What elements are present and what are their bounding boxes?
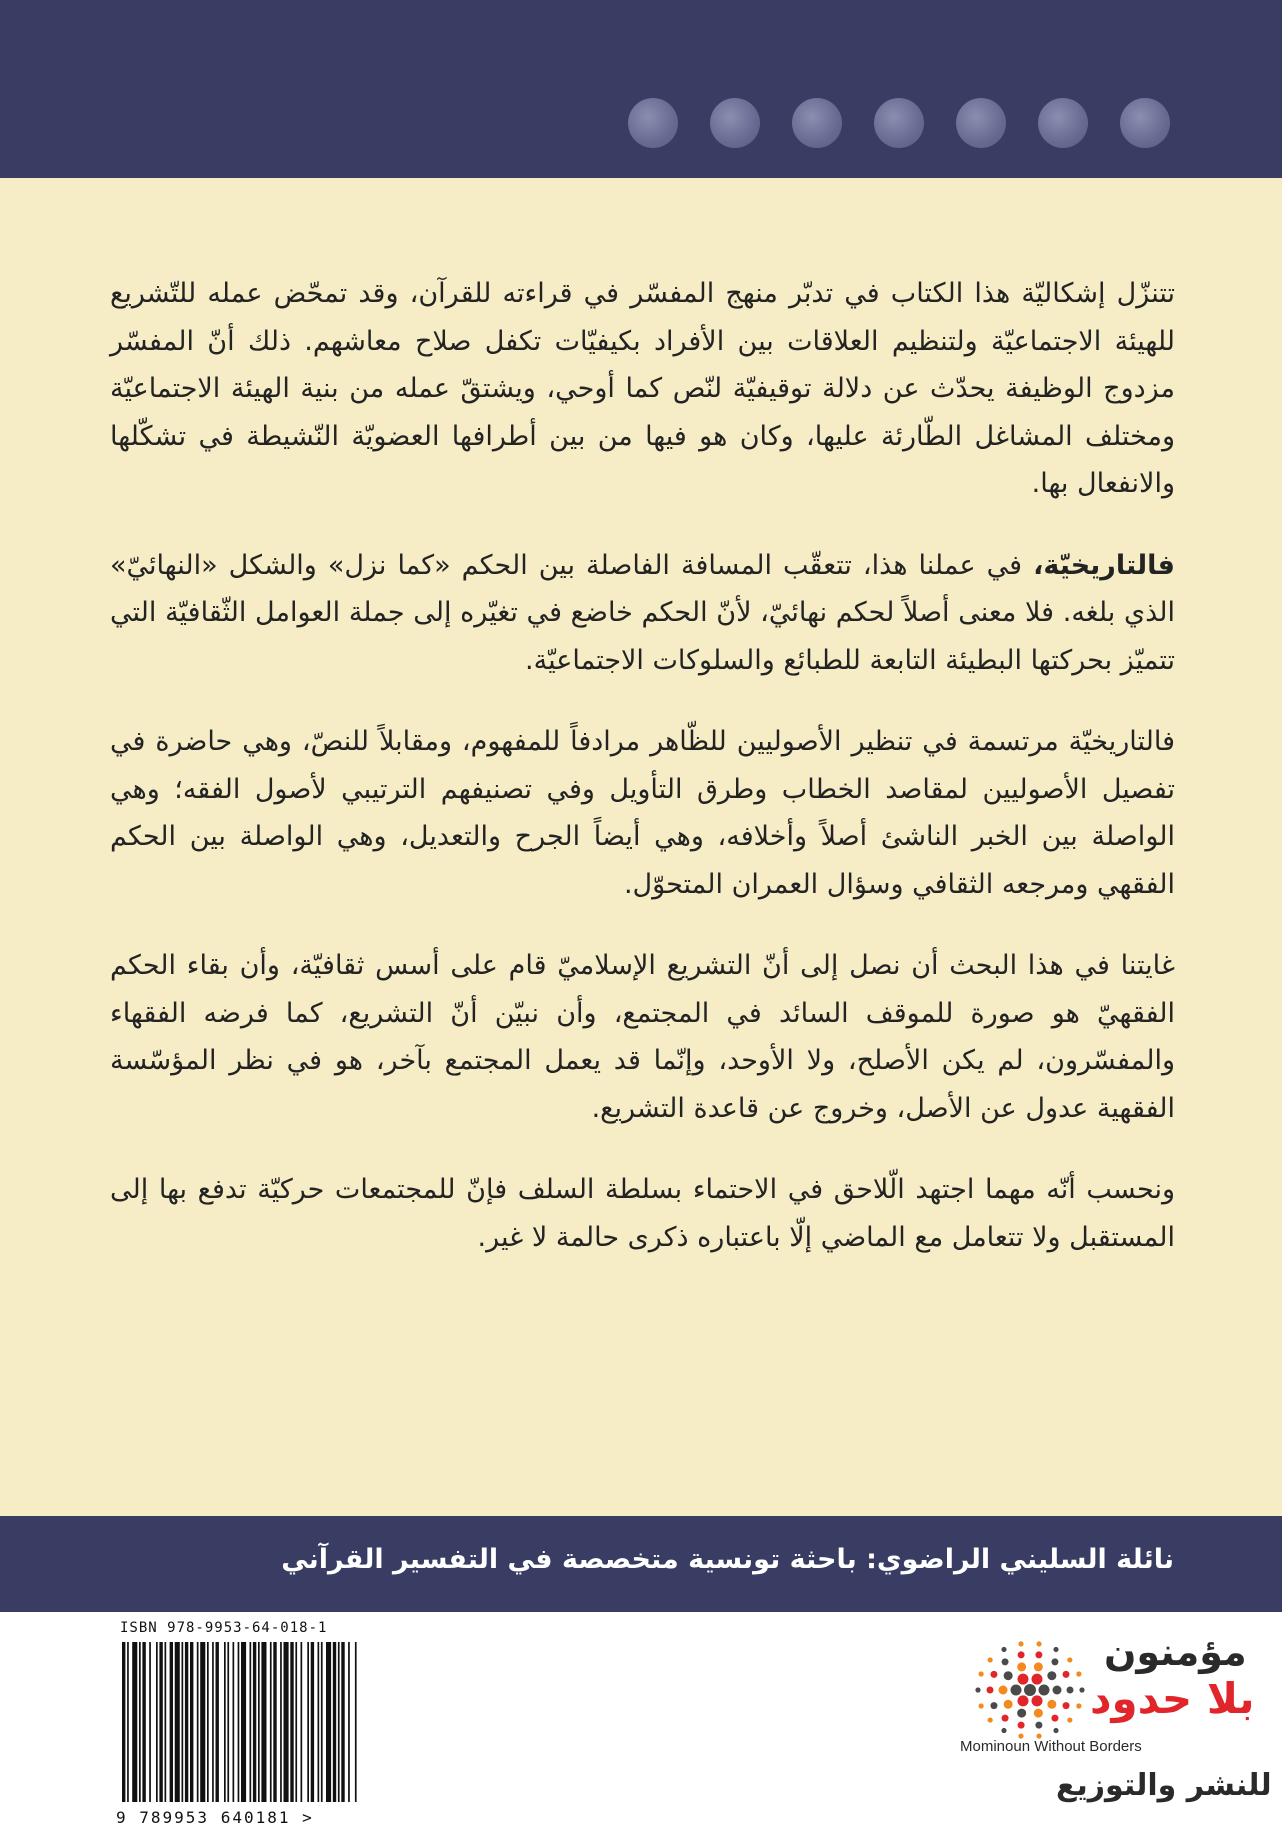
- top-band: [0, 0, 1282, 178]
- publisher-name-en: Mominoun Without Borders: [960, 1738, 1142, 1755]
- dot-icon: [628, 98, 678, 148]
- dot-icon: [710, 98, 760, 148]
- publisher-name-line2: بلا حدود: [1090, 1674, 1255, 1723]
- dot-icon: [1038, 98, 1088, 148]
- author-bio: نائلة السليني الراضوي: باحثة تونسية متخصصة في التفسير القرآني: [281, 1544, 1174, 1575]
- paragraph-2: [110, 542, 1175, 685]
- barcode-icon: [116, 1642, 476, 1808]
- isbn-digits: 9 789953 640181 >: [116, 1808, 314, 1827]
- publisher-name-line1: مؤمنون: [1104, 1630, 1247, 1674]
- publisher-tagline: للنشر والتوزيع: [1056, 1768, 1272, 1803]
- dot-cluster-icon: [960, 1628, 1100, 1748]
- dot-icon: [956, 98, 1006, 148]
- bold-lead: فالتاريخيّة،: [1033, 549, 1175, 581]
- dot-icon: [1120, 98, 1170, 148]
- paragraph-2-text: في عملنا هذا، تتعقّب المسافة الفاصلة بين الحكم «كما نزل» والشكل «النهائيّ» الذي بلغه. فلا معنى أصلاً لحكم نهائيّ، لأنّ الحكم خاضع في تغيّره إلى جملة العوامل الثّقافيّة التي تتميّز بحركتها البطيئة التابعة للطبائع والسلوكات الاجتماعيّة.: [110, 549, 1175, 676]
- paragraph-4: غايتنا في هذا البحث أن نصل إلى أنّ التشريع الإسلاميّ قام على أسس ثقافيّة، وأن بقاء الحكم الفقهيّ هو صورة للموقف السائد في المجتمع، وأن نبيّن أنّ التشريع، كما فرضه الفقهاء والمفسّرون، لم يكن الأصلح، ولا الأوحد، وإنّما قد يعمل المجتمع بآخر، هو في نظر المؤسّسة الفقهية عدول عن الأصل، وخروج عن قاعدة التشريع.: [110, 950, 1175, 1124]
- publisher-logo: [960, 1628, 1272, 1838]
- paragraph-5: ونحسب أنّه مهما اجتهد الّلاحق في الاحتماء بسلطة السلف فإنّ للمجتمعات حركيّة تدفع بها إلى المستقبل ولا تتعامل مع الماضي إلّا باعتباره ذكرى حالمة لا غير.: [110, 1174, 1175, 1253]
- paragraph-1: تتنزّل إشكاليّة هذا الكتاب في تدبّر منهج المفسّر في قراءته للقرآن، وقد تمحّض عمله للتّشريع للهيئة الاجتماعيّة ولتنظيم العلاقات بين الأفراد بكيفيّات تكفل صلاح معاشهم. ذلك أنّ المفسّر مزدوج الوظيفة يحدّث عن دلالة توقيفيّة لنّص كما أوحي، ويشتقّ عمله من بنية الهيئة الاجتماعيّة ومختلف المشاغل الطّارئة عليها، وكان هو فيها من بين أطرافها العضويّة النّشيطة في تشكّلها والانفعال بها.: [110, 278, 1175, 499]
- paragraph-3: فالتاريخيّة مرتسمة في تنظير الأصوليين للظّاهر مرادفاً للمفهوم، ومقابلاً للنصّ، وهي حاضرة في تفصيل الأصوليين لمقاصد الخطاب وطرق التأويل وفي تصنيفهم الترتيبي لأصول الفقه؛ وهي الواصلة بين الخبر الناشئ أصلاً وأخلافه، وهي أيضاً الجرح والتعديل، وهي الواصلة بين الحكم الفقهي ومرجعه الثقافي وسؤال العمران المتحوّل.: [110, 726, 1175, 900]
- author-band: [0, 1516, 1282, 1612]
- back-cover-text: [110, 270, 1175, 1295]
- barcode-block: [116, 1620, 476, 1840]
- dot-icon: [792, 98, 842, 148]
- dot-icon: [874, 98, 924, 148]
- isbn-label: ISBN 978-9953-64-018-1: [120, 1620, 328, 1636]
